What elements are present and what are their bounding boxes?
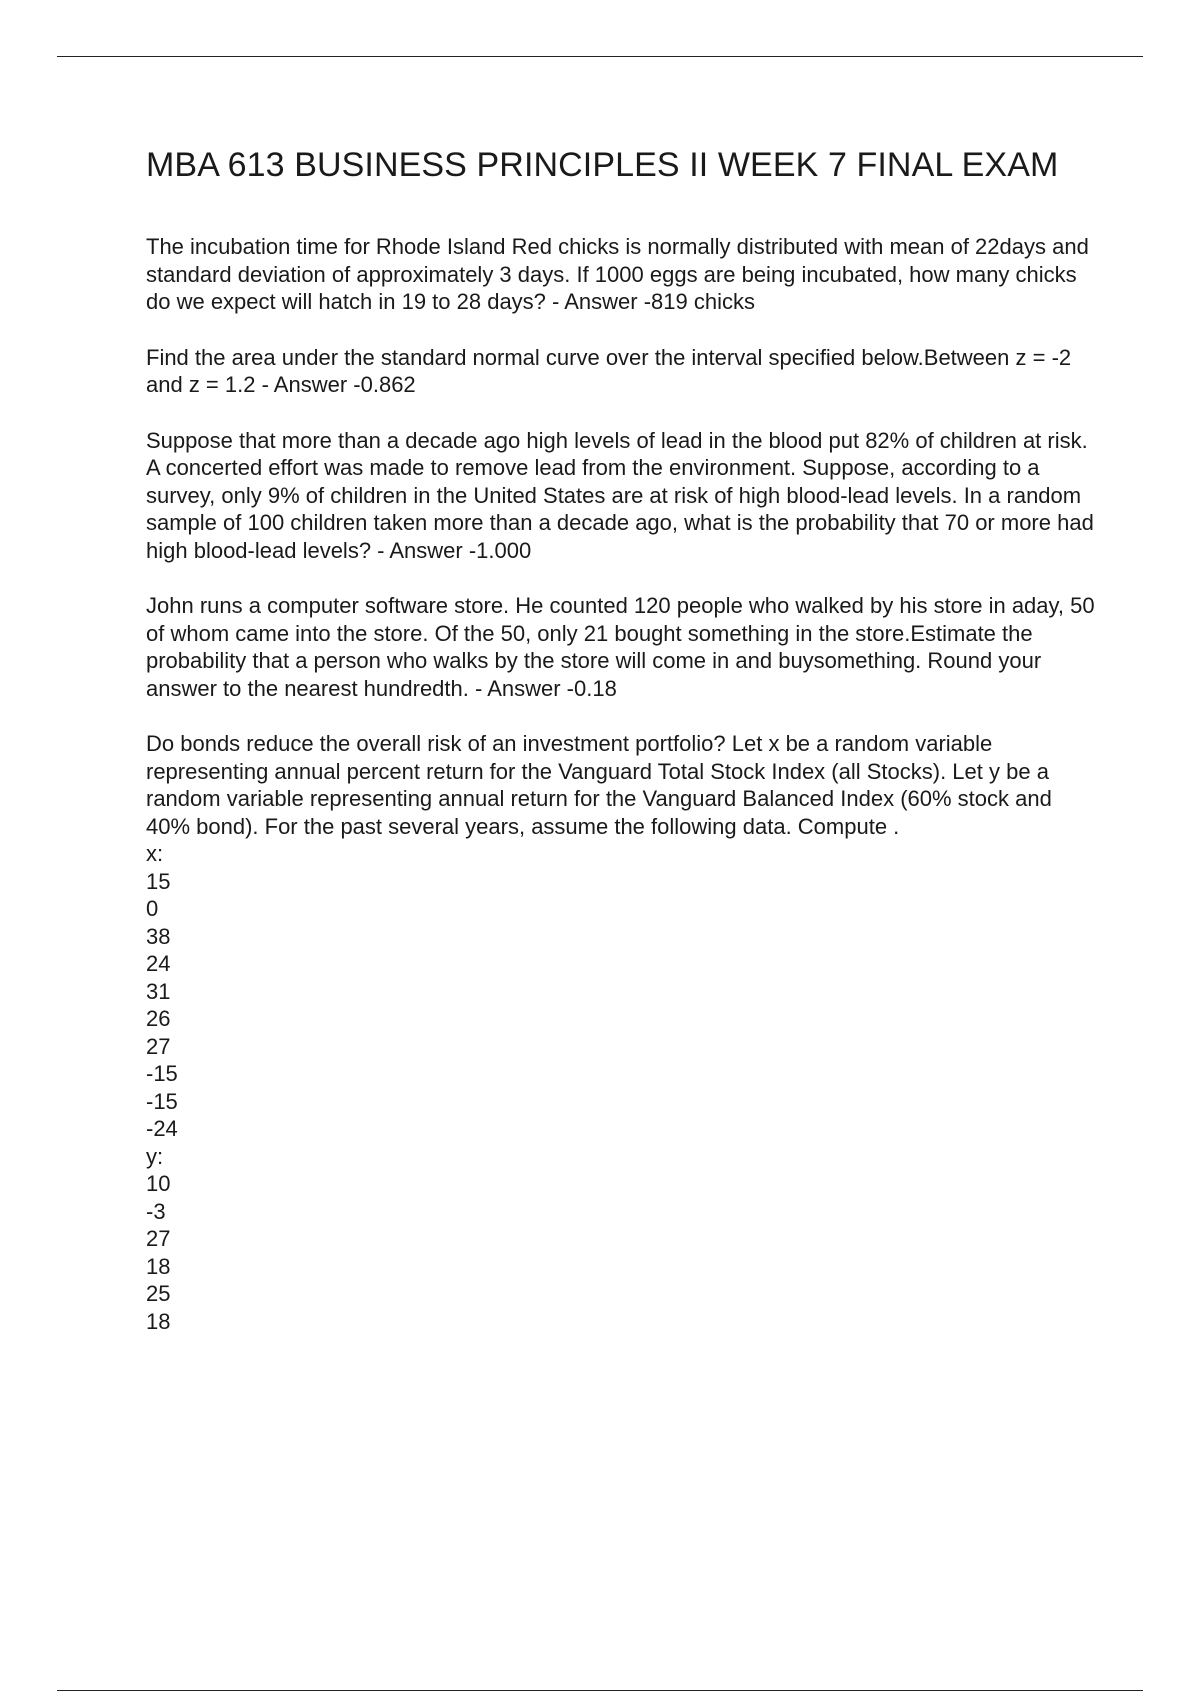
question-bonds-risk: Do bonds reduce the overall risk of an investment portfolio? Let x be a random variable representing annual percent return for the Vanguard Total Stock Index (all Stocks). Let y be a random variable representing annual return for the Vanguard Balanced Index (60% stock and 40% bond). For the past several years, assume the following data. Compute . [146,731,1052,839]
y-value: -3 [146,1198,166,1224]
document-body [146,145,1096,1335]
x-value: -15 [146,1061,178,1086]
document-title: MBA 613 BUSINESS PRINCIPLES II WEEK 7 FINAL EXAM [146,146,1059,184]
y-value: 18 [146,1308,171,1334]
question-normal-curve-area: Find the area under the standard normal curve over the interval specified below.Between z = -2 and z = 1.2 - Answer -0.862 [146,344,1072,397]
x-value: -15 [146,1088,178,1114]
x-value: 31 [146,978,171,1004]
x-value: -24 [146,1116,178,1141]
top-divider [57,56,1143,57]
x-value: 26 [146,1006,171,1031]
question-incubation: The incubation time for Rhode Island Red chicks is normally distributed with mean of 22days and standard deviation of approximately 3 days. If 1000 eggs are being incubated, how many chicks do we expect will hatch in 19 to 28 days? - Answer -819 chicks [146,234,1089,314]
x-value: 27 [146,1033,171,1059]
x-label: x: [146,841,164,866]
y-value: 18 [146,1253,171,1279]
y-value: 25 [146,1281,171,1306]
y-label: y: [146,1143,164,1169]
x-value: 0 [146,896,159,921]
y-values-list [146,1170,1096,1335]
bottom-divider [57,1690,1143,1691]
y-value: 10 [146,1171,171,1196]
question-software-store: John runs a computer software store. He counted 120 people who walked by his store in aday, 50 of whom came into the store. Of the 50, only 21 bought something in the store.Estimate the probability that a person who walks by the store will come in and buysomething. Round your answer to the nearest hundredth. - Answer -0.18 [146,593,1095,701]
x-values-list [146,868,1096,1143]
question-blood-lead: Suppose that more than a decade ago high levels of lead in the blood put 82% of children at risk. A concerted effort was made to remove lead from the environment. Suppose, according to a survey, only 9% of children in the United States are at risk of high blood-lead levels. In a random sample of 100 children taken more than a decade ago, what is the probability that 70 or more had high blood-lead levels? - Answer -1.000 [146,427,1094,563]
data-listing [146,840,1096,1335]
x-value: 38 [146,923,171,949]
y-value: 27 [146,1226,171,1251]
x-value: 24 [146,951,171,976]
x-value: 15 [146,868,171,894]
